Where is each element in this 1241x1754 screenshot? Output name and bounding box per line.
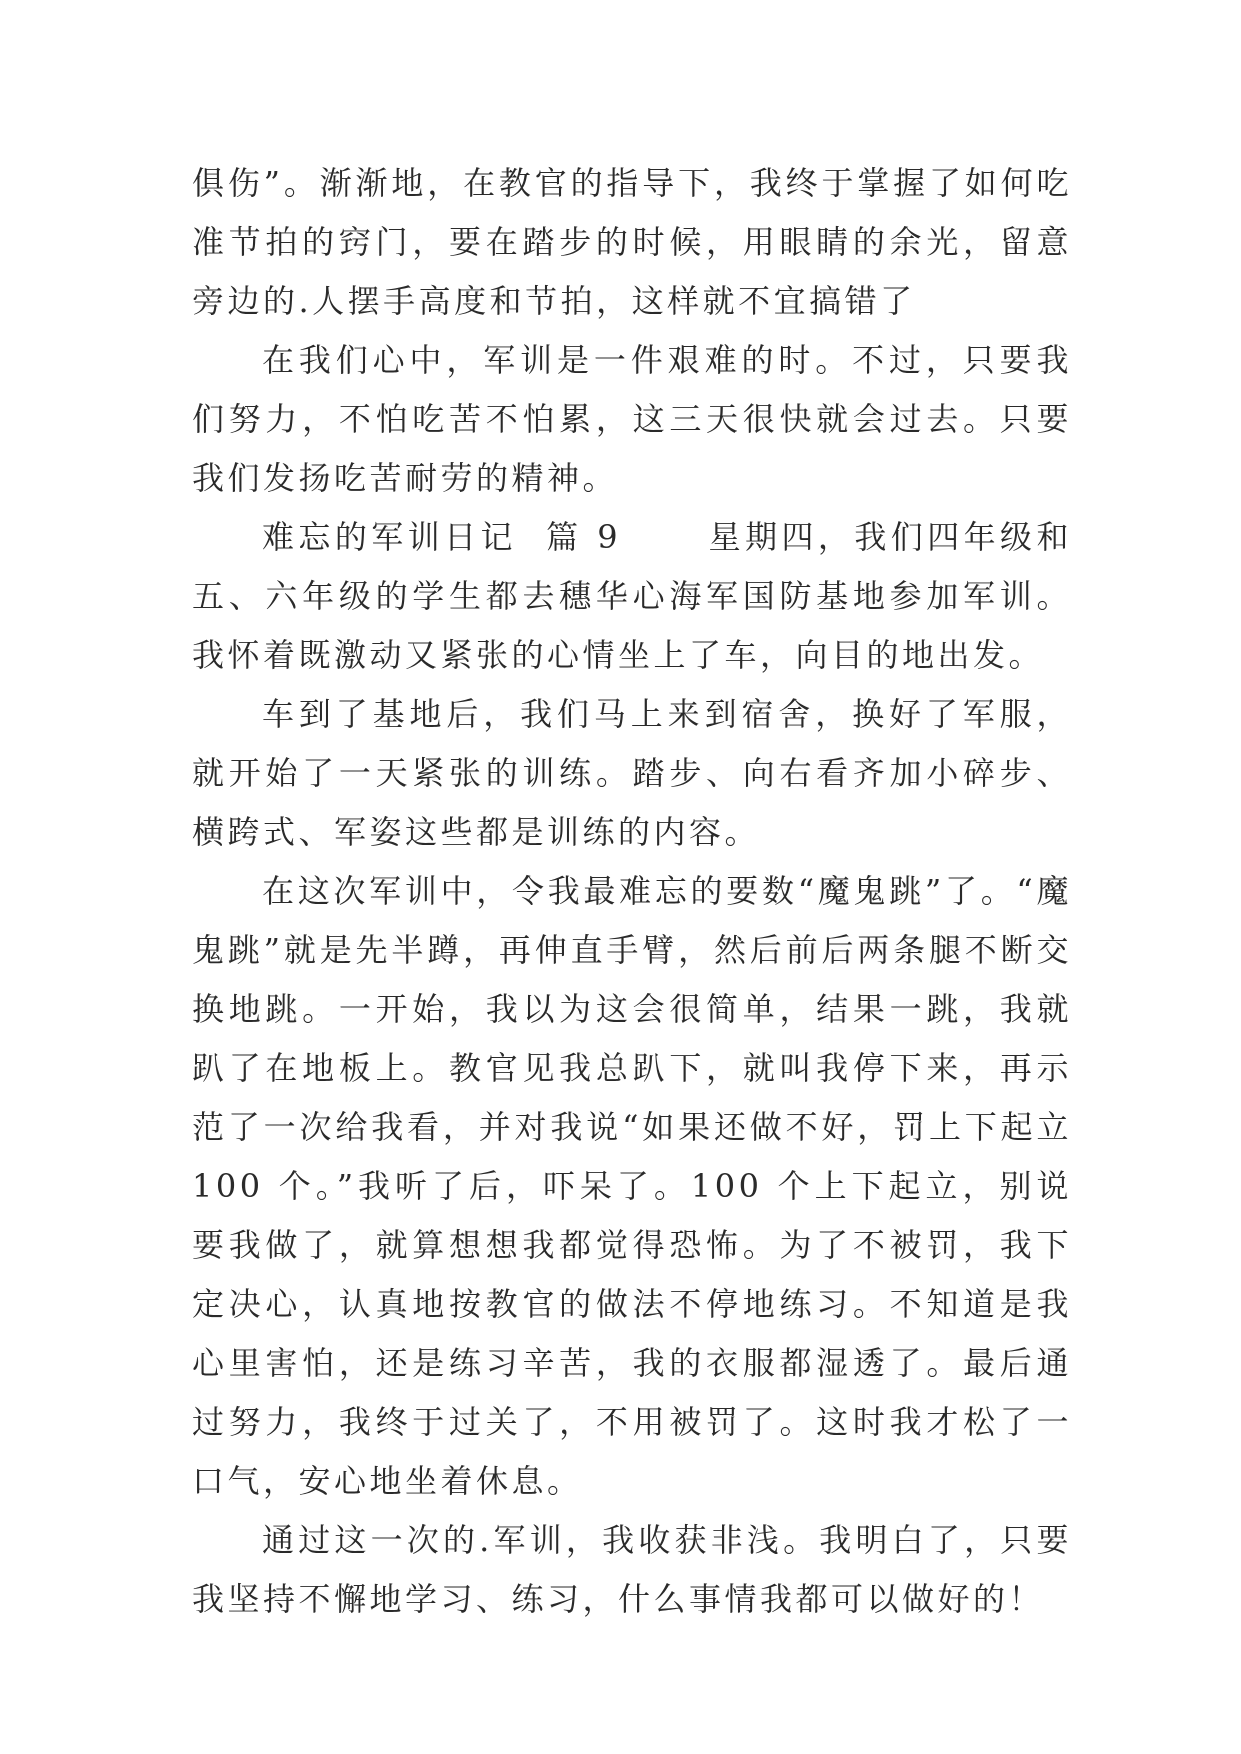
paragraph-3 bbox=[192, 508, 1072, 685]
paragraph-6 bbox=[192, 1511, 1072, 1629]
paragraph-5 bbox=[192, 862, 1072, 1511]
paragraph-1 bbox=[192, 154, 1072, 331]
paragraph-text: 在这次军训中，令我最难忘的要数“魔鬼跳”了。“魔鬼跳”就是先半蹲，再伸直手臂，然后前后两条腿不断交换地跳。一开始，我以为这会很简单，结果一跳，我就趴了在地板上。教官见我总趴下，就叫我停下来，再示范了一次给我看，并对我说“如果还做不好，罚上下起立 100 个。”我听了后，吓呆了。100 个上下起立，别说要我做了，就算想想我都觉得恐怖。为了不被罚，我下定决心，认真地按教官的做法不停地练习。不知道是我心里害怕，还是练习辛苦，我的衣服都湿透了。最后通过努力，我终于过关了，不用被罚了。这时我才松了一口气，安心地坐着休息。 bbox=[192, 872, 1072, 1500]
paragraph-text: 通过这一次的.军训，我收获非浅。我明白了，只要我坚持不懈地学习、练习，什么事情我都可以做好的！ bbox=[192, 1521, 1072, 1618]
paragraph-text: 在我们心中，军训是一件艰难的时。不过，只要我们努力，不怕吃苦不怕累，这三天很快就会过去。只要我们发扬吃苦耐劳的精神。 bbox=[192, 341, 1072, 497]
paragraph-4 bbox=[192, 685, 1072, 862]
paragraph-text: 车到了基地后，我们马上来到宿舍，换好了军服，就开始了一天紧张的训练。踏步、向右看齐加小碎步、横跨式、军姿这些都是训练的内容。 bbox=[192, 695, 1072, 851]
paragraph-text: 俱伤”。渐渐地，在教官的指导下，我终于掌握了如何吃准节拍的窍门，要在踏步的时候，用眼睛的余光，留意旁边的.人摆手高度和节拍，这样就不宜搞错了 bbox=[192, 164, 1072, 320]
paragraph-2 bbox=[192, 331, 1072, 508]
article-body bbox=[192, 154, 1072, 1629]
heading-gap bbox=[621, 518, 709, 556]
section-heading: 难忘的军训日记 篇 9 bbox=[262, 518, 622, 556]
paragraph-text: 星期四，我们四年级和五、六年级的学生都去穗华心海军国防基地参加军训。我怀着既激动又紧张的心情坐上了车，向目的地出发。 bbox=[192, 518, 1072, 674]
